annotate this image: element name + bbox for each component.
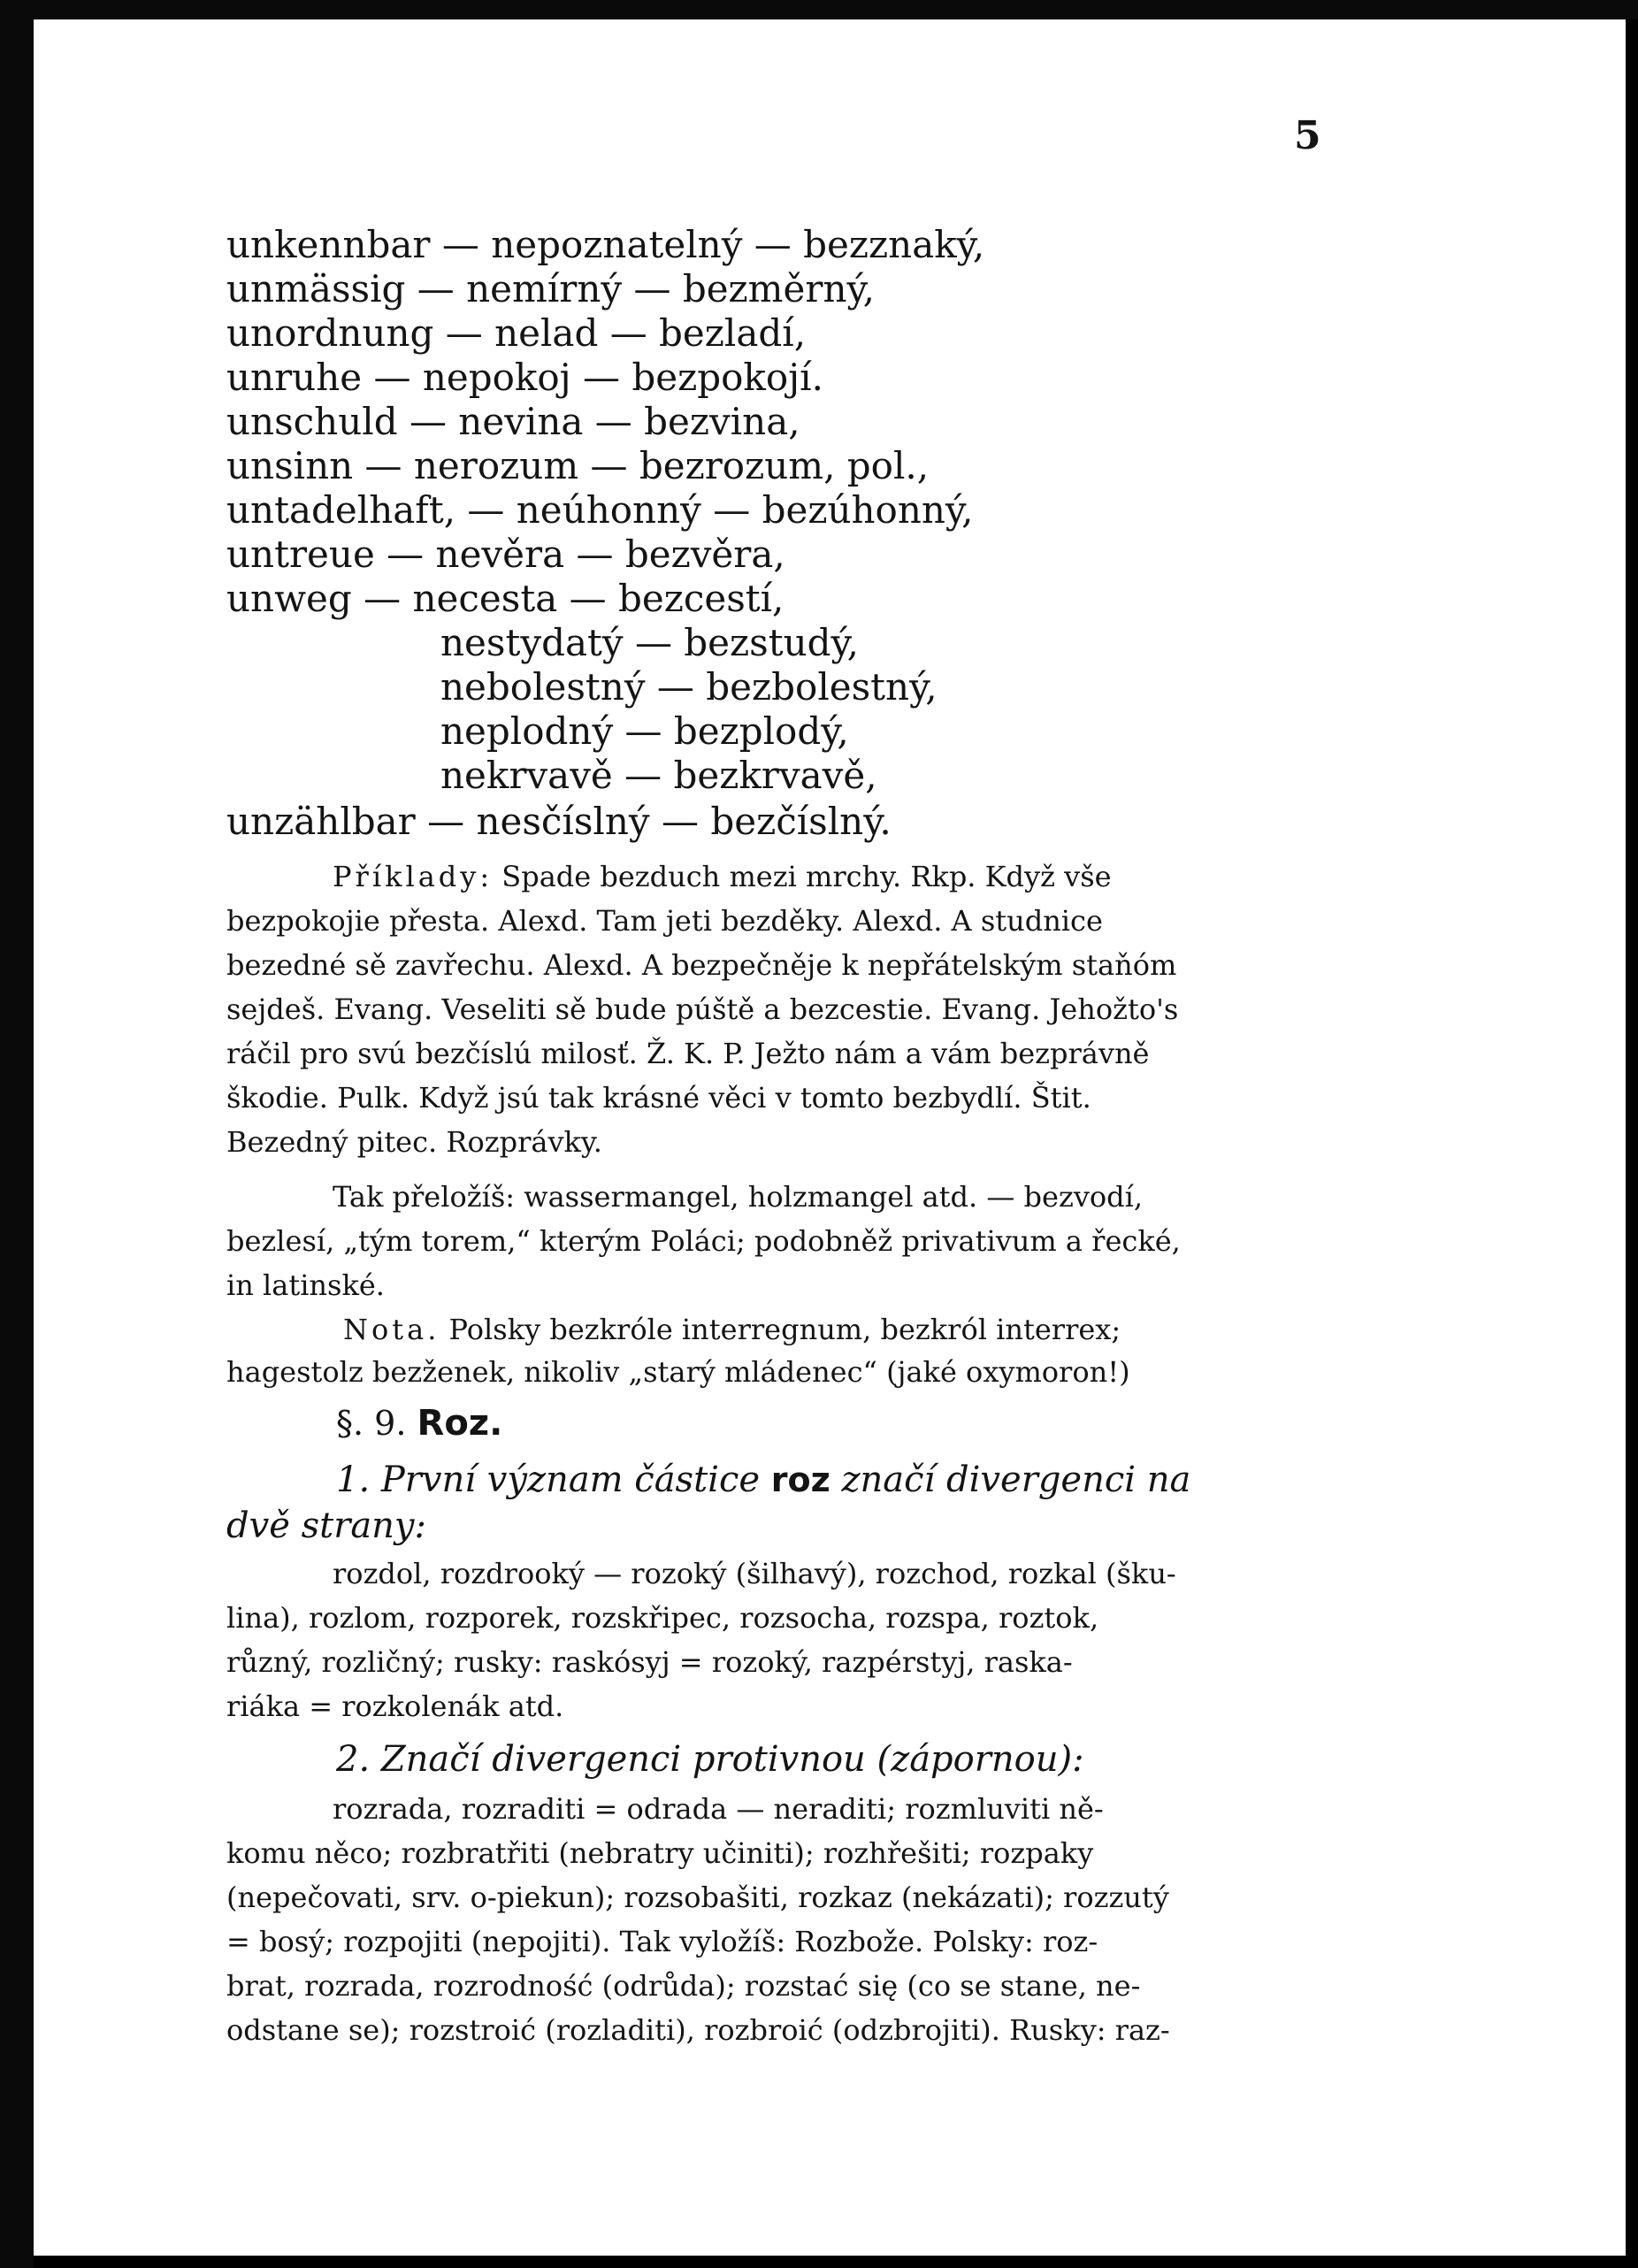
examples-label: Příklady: (333, 860, 494, 893)
entry-line: unzählbar — nesčíslný — bezčíslný. (226, 800, 892, 843)
scan-border-left (0, 0, 34, 2268)
entry-line: unweg — necesta — bezcestí, (226, 577, 785, 620)
point2-line: (nepečovati, srv. o-piekun); rozsobašiti, rozkaz (nekázati); rozzutý (226, 1881, 1169, 1914)
nota-line: hagestolz bezženek, nikoliv „starý mládenec“ (jaké oxymoron!) (226, 1355, 1130, 1389)
scan-border-top (0, 0, 1638, 19)
entry-line: unmässig — nemírný — bezměrný, (226, 267, 875, 310)
examples-line: Spade bezduch mezi mrchy. Rkp. Když vše (501, 860, 1112, 893)
point1-line: riáka = rozkolenák atd. (226, 1690, 564, 1723)
point1-heading (336, 1460, 1190, 1500)
point1-heading-part: značí divergenci na (841, 1460, 1191, 1500)
page-number: 5 (1294, 113, 1321, 158)
translate-line: Tak přeložíš: wassermangel, holzmangel atd. — bezvodí, (333, 1180, 1144, 1214)
nota-line: Polsky bezkróle interregnum, bezkról interrex; (448, 1313, 1121, 1346)
examples-line: sejdeš. Evang. Veseliti sě bude púště a bezcestie. Evang. Jehožto's (226, 992, 1179, 1026)
entry-line: unschuld — nevina — bezvina, (226, 400, 800, 443)
section-title: Roz. (417, 1403, 503, 1444)
nota-label: Nota. (343, 1313, 440, 1346)
examples-line: Bezedný pitec. Rozprávky. (226, 1125, 602, 1159)
entry-line: untreue — nevěra — bezvěra, (226, 533, 785, 576)
examples-line: škodie. Pulk. Když jsú tak krásné věci v tomto bezbydlí. Štit. (226, 1081, 1091, 1115)
point1-line: různý, rozličný; rusky: raskósyj = rozoký, razpérstyj, raska- (226, 1645, 1073, 1679)
examples-line: bezpokojie přesta. Alexd. Tam jeti bezděky. Alexd. A studnice (226, 904, 1103, 938)
section-number: §. 9. (336, 1404, 407, 1443)
point1-particle: roz (770, 1460, 830, 1499)
point2-heading-text: 2. Značí divergenci protivnou (zápornou): (336, 1739, 1084, 1780)
point2-heading (336, 1739, 1084, 1780)
entry-line: unsinn — nerozum — bezrozum, pol., (226, 444, 930, 487)
examples-line: ráčil pro svú bezčíslú milosť. Ž. K. P. Ježto nám a vám bezprávně (226, 1037, 1150, 1070)
section-header (336, 1403, 502, 1444)
entry-line: neplodný — bezplodý, (440, 709, 849, 753)
point2-line: = bosý; rozpojiti (nepojiti). Tak vyložíš: Rozbože. Polsky: roz- (226, 1925, 1098, 1958)
translate-line: in latinské. (226, 1268, 385, 1302)
point1-line: rozdol, rozdrooký — rozoký (šilhavý), rozchod, rozkal (šku- (333, 1557, 1176, 1590)
point1-heading-part: 1. První význam částice (336, 1460, 761, 1500)
entry-line: nestydatý — bezstudý, (440, 621, 860, 664)
point1-line: lina), rozlom, rozporek, rozskřipec, rozsocha, rozspa, roztok, (226, 1601, 1099, 1635)
entry-line: unruhe — nepokoj — bezpokojí. (226, 356, 823, 399)
point1-heading-cont (226, 1506, 426, 1546)
translate-line: bezlesí, „tým torem,“ kterým Poláci; podobněž privativum a řecké, (226, 1224, 1181, 1258)
point1-heading-part: dvě strany: (226, 1506, 426, 1546)
point2-line: komu něco; rozbratřiti (nebratry učiniti); rozhřešiti; rozpaky (226, 1836, 1094, 1870)
point2-line: brat, rozrada, rozrodność (odrůda); rozstać się (co se stane, ne- (226, 1969, 1141, 2003)
examples-line: bezedné sě zavřechu. Alexd. A bezpečněje k nepřátelským staňóm (226, 948, 1177, 982)
point2-line: rozrada, rozraditi = odrada — neraditi; rozmluviti ně- (333, 1792, 1104, 1826)
point2-line: odstane se); rozstroić (rozladiti), rozbroić (odzbrojiti). Rusky: raz- (226, 2013, 1170, 2047)
entry-line: nebolestný — bezbolestný, (440, 665, 938, 709)
entry-line: unordnung — nelad — bezladí, (226, 311, 807, 355)
entry-line: nekrvavě — bezkrvavě, (440, 754, 877, 797)
entry-line: untadelhaft, — neúhonný — bezúhonný, (226, 488, 974, 532)
entry-line: unkennbar — nepoznatelný — bezznaký, (226, 223, 985, 266)
